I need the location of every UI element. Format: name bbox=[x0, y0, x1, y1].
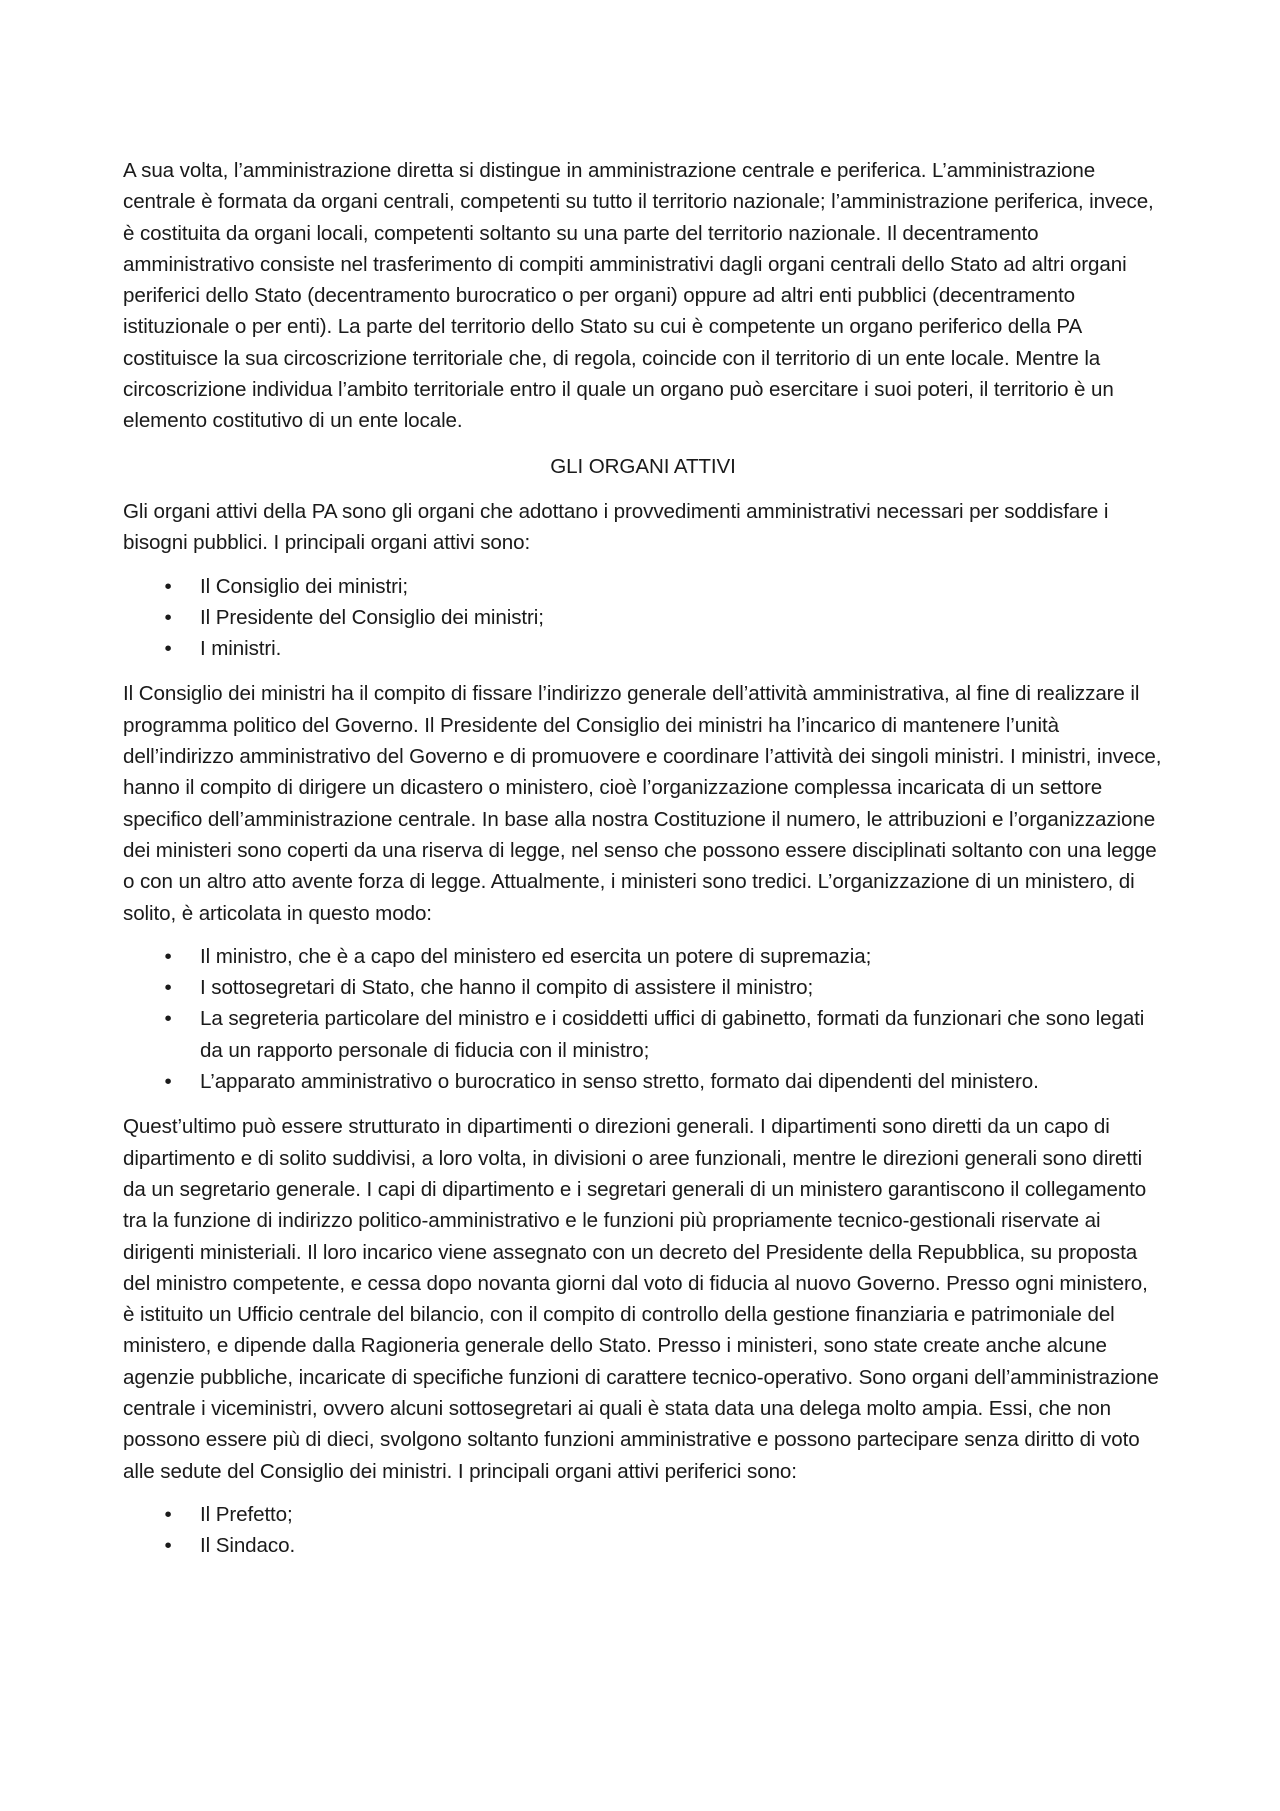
list-item-text: I ministri. bbox=[200, 637, 282, 661]
list-item-text: La segreteria particolare del ministro e i cosiddetti uffici di gabinetto, formati da funzionari che sono legati da un rapporto personale di fiducia con il ministro; bbox=[200, 1007, 1145, 1062]
bullet-icon: • bbox=[164, 1534, 172, 1558]
paragraph-council-of-ministers: Il Consiglio dei ministri ha il compito di fissare l’indirizzo generale dell’attività amministrativa, al fine di realizzare il programma politico del Governo. Il Presidente del Consiglio dei ministri ha l’incarico di mantenere l’unità dell’indirizzo amministrativo del Governo e di promuovere e coordinare l’attività dei singoli ministri. I ministri, invece, hanno il compito di dirigere un dicastero o ministero, cioè l’organizzazione complessa incaricata di un settore specifico dell’amministrazione centrale. In base alla nostra Costituzione il numero, le attribuzioni e l’organizzazione dei ministeri sono coperti da una riserva di legge, nel senso che possono essere disciplinati soltanto con una legge o con un altro atto avente forza di legge. Attualmente, i ministeri sono tredici. L’organizzazione di un ministero, di solito, è articolata in questo modo: bbox=[123, 682, 1162, 925]
document-body bbox=[123, 155, 1163, 1575]
paragraph-direct-administration: A sua volta, l’amministrazione diretta si distingue in amministrazione centrale e periferica. L’amministrazione centrale è formata da organi centrali, competenti su tutto il territorio nazionale; l’amministrazione periferica, invece, è costituita da organi locali, competenti soltanto su una parte del territorio nazionale. Il decentramento amministrativo consiste nel trasferimento di compiti amministrativi dagli organi centrali dello Stato ad altri organi periferici dello Stato (decentramento burocratico o per organi) oppure ad altri enti pubblici (decentramento istituzionale o per enti). La parte del territorio dello Stato su cui è competente un organo periferico della PA costituisce la sua circoscrizione territoriale che, di regola, coincide con il territorio di un ente locale. Mentre la circoscrizione individua l’ambito territoriale entro il quale un organo può esercitare i suoi poteri, il territorio è un elemento costitutivo di un ente locale. bbox=[123, 159, 1154, 433]
list-item bbox=[123, 571, 1163, 602]
list-item bbox=[123, 941, 1163, 972]
list-item bbox=[123, 1003, 1163, 1066]
bullet-icon: • bbox=[164, 1502, 172, 1526]
bullet-list-peripheral-organs bbox=[123, 1499, 1163, 1562]
list-item-text: Il ministro, che è a capo del ministero ed esercita un potere di supremazia; bbox=[200, 944, 872, 968]
bullet-list-active-organs bbox=[123, 571, 1163, 665]
bullet-icon: • bbox=[164, 976, 172, 1000]
list-item-text: I sottosegretari di Stato, che hanno il compito di assistere il ministro; bbox=[200, 976, 814, 1000]
list-item-text: Il Presidente del Consiglio dei ministri; bbox=[200, 605, 544, 629]
list-item bbox=[123, 1066, 1163, 1097]
bullet-icon: • bbox=[164, 1070, 172, 1094]
bullet-icon: • bbox=[164, 1007, 172, 1031]
list-item-text: Il Consiglio dei ministri; bbox=[200, 574, 408, 598]
list-item-text: Il Sindaco. bbox=[200, 1534, 296, 1558]
list-item bbox=[123, 1530, 1163, 1561]
list-item bbox=[123, 633, 1163, 664]
bullet-icon: • bbox=[164, 637, 172, 661]
list-item bbox=[123, 602, 1163, 633]
bullet-icon: • bbox=[164, 574, 172, 598]
bullet-list-ministry-organization bbox=[123, 941, 1163, 1097]
paragraph-departments: Quest’ultimo può essere strutturato in dipartimenti o direzioni generali. I dipartimenti sono diretti da un capo di dipartimento e di solito suddivisi, a loro volta, in divisioni o aree funzionali, mentre le direzioni generali sono diretti da un segretario generale. I capi di dipartimento e i segretari generali di un ministero garantiscono il collegamento tra la funzione di indirizzo politico-amministrativo e le funzioni più propriamente tecnico-gestionali riservate ai dirigenti ministeriali. Il loro incarico viene assegnato con un decreto del Presidente della Repubblica, su proposta del ministro competente, e cessa dopo novanta giorni dal voto di fiducia al nuovo Governo. Presso ogni ministero, è istituito un Ufficio centrale del bilancio, con il compito di controllo della gestione finanziaria e patrimoniale del ministero, e dipende dalla Ragioneria generale dello Stato. Presso i ministeri, sono state create anche alcune agenzie pubbliche, incaricate di specifiche funzioni di carattere tecnico-operativo. Sono organi dell’amministrazione centrale i viceministri, ovvero alcuni sottosegretari ai quali è stata data una delega molto ampia. Essi, che non possono essere più di dieci, svolgono soltanto funzioni amministrative e possono partecipare senza diritto di voto alle sedute del Consiglio dei ministri. I principali organi attivi periferici sono: bbox=[123, 1115, 1159, 1483]
paragraph-active-organs-intro: Gli organi attivi della PA sono gli organi che adottano i provvedimenti amministrativi necessari per soddisfare i bisogni pubblici. I principali organi attivi sono: bbox=[123, 499, 1109, 555]
bullet-icon: • bbox=[164, 944, 172, 968]
section-heading: GLI ORGANI ATTIVI bbox=[550, 454, 736, 478]
list-item-text: L’apparato amministrativo o burocratico in senso stretto, formato dai dipendenti del ministero. bbox=[200, 1070, 1039, 1094]
list-item-text: Il Prefetto; bbox=[200, 1502, 293, 1526]
list-item bbox=[123, 972, 1163, 1003]
list-item bbox=[123, 1499, 1163, 1530]
bullet-icon: • bbox=[164, 605, 172, 629]
